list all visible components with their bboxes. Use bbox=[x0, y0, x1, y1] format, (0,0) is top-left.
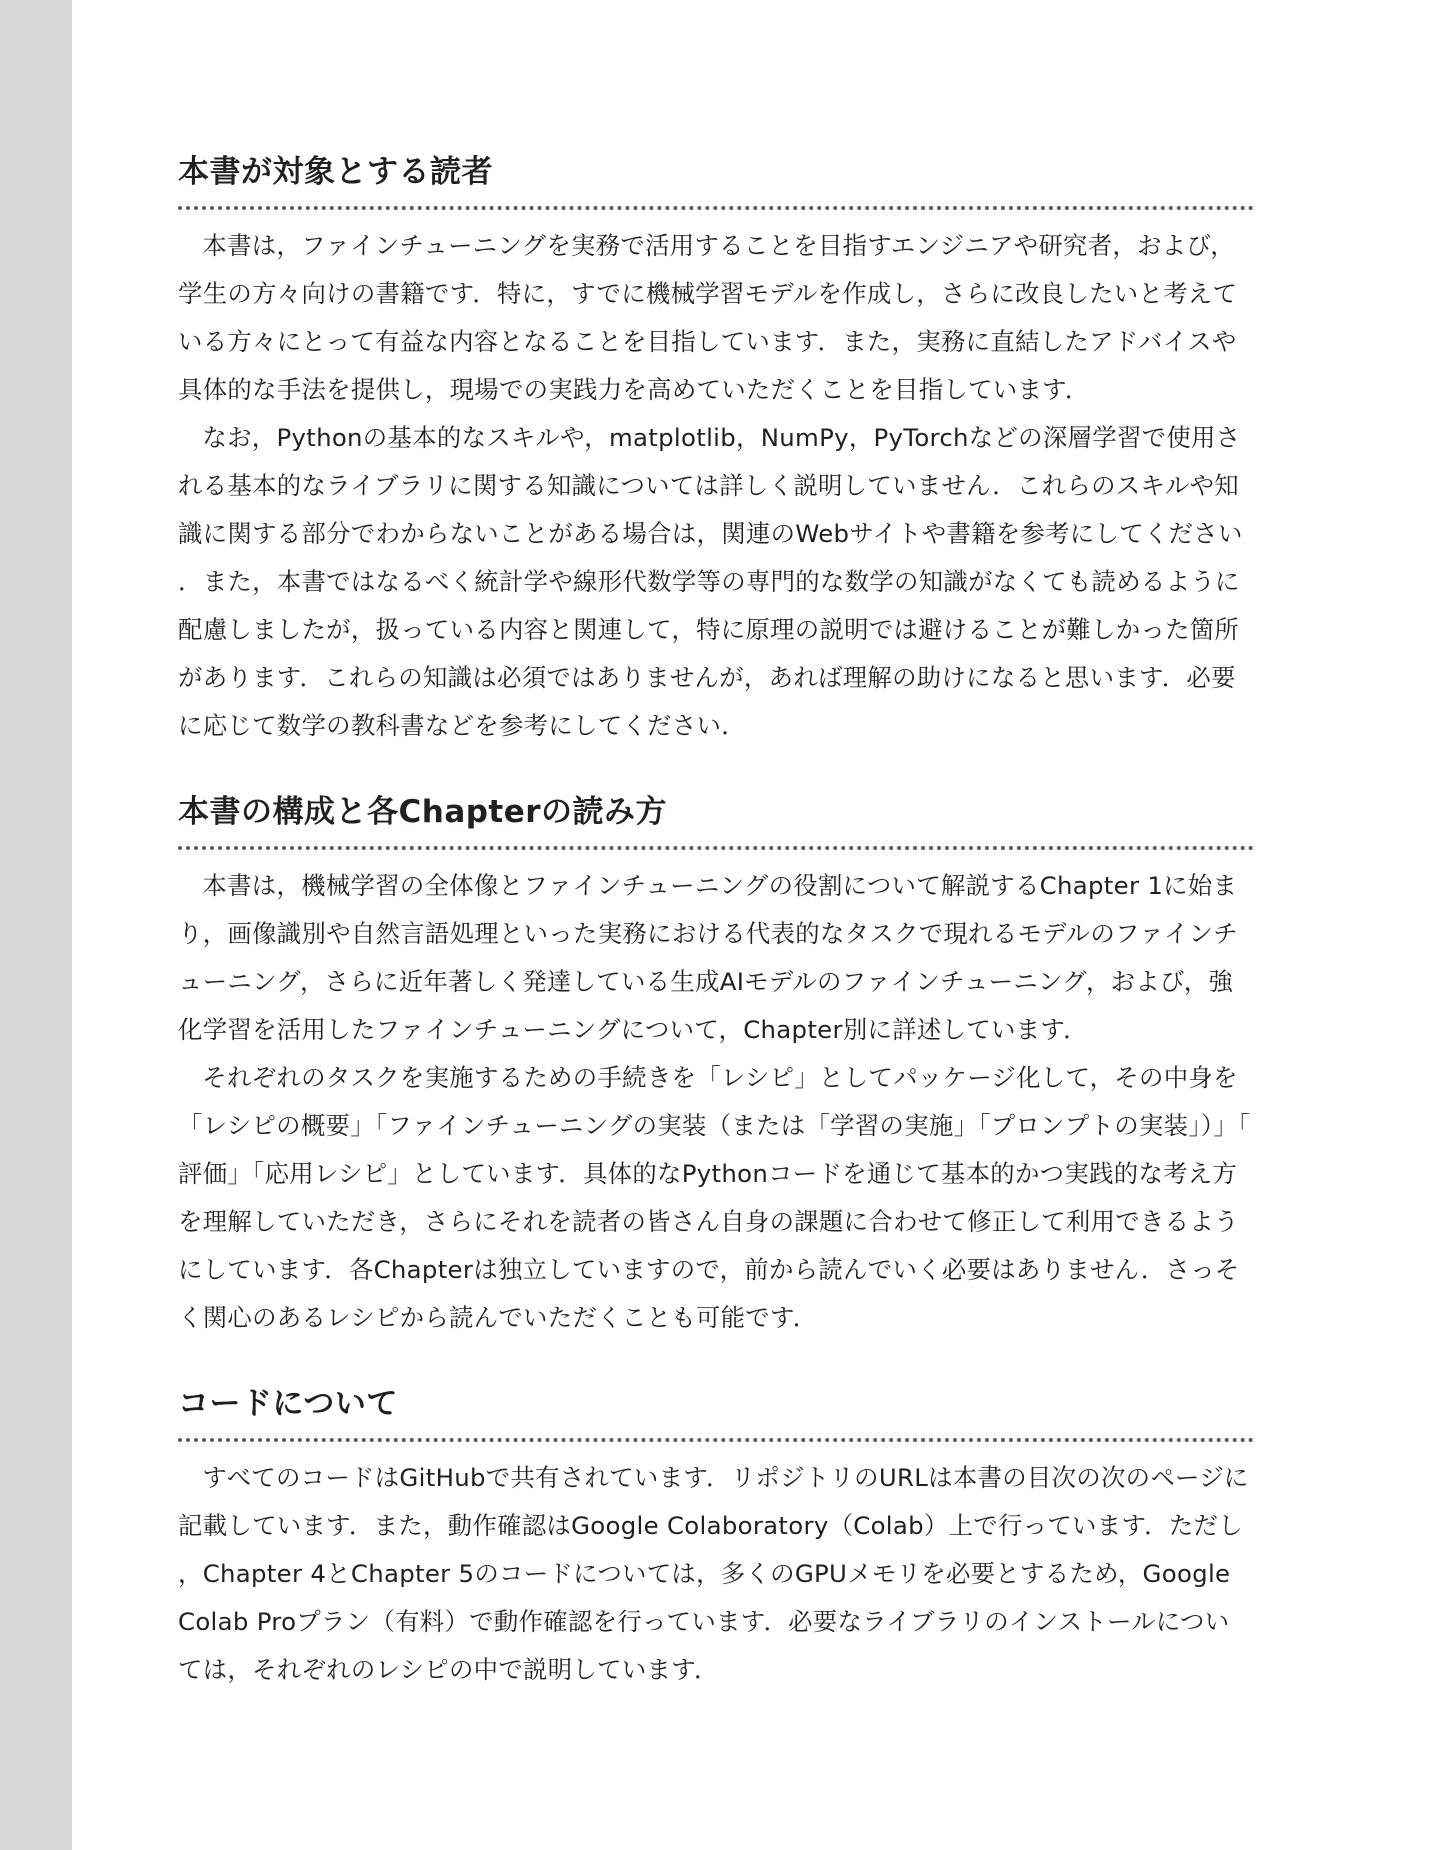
section-body bbox=[178, 862, 1254, 1342]
section-code bbox=[178, 1384, 1254, 1694]
section-heading: 本書が対象とする読者 bbox=[178, 154, 493, 190]
body-paragraph: 本書は，機械学習の全体像とファインチューニングの役割について解説するChapter 1に始まり，画像識別や自然言語処理といった実務における代表的なタスクで現れるモデルのファインチューニング，さらに近年著しく発達している生成AIモデルのファインチューニング，および，強化学習を活用したファインチューニングについて，Chapter別に詳述しています． bbox=[178, 871, 1238, 1044]
section-target-readers bbox=[178, 152, 1254, 750]
section-heading: コードについて bbox=[178, 1386, 398, 1422]
dotted-divider bbox=[178, 846, 1254, 850]
section-body bbox=[178, 222, 1254, 750]
body-paragraph: それぞれのタスクを実施するための手続きを「レシピ」としてパッケージ化して，その中身を「レシピの概要」「ファインチューニングの実装（または「学習の実施」「プロンプトの実装」）」「評価」「応用レシピ」としています．具体的なPythonコードを通じて基本的かつ実践的な考え方を理解していただき，さらにそれを読者の皆さん自身の課題に合わせて修正して利用できるようにしています．各Chapterは独立していますので，前から読んでいく必要はありません．さっそく関心のあるレシピから読んでいただくことも可能です． bbox=[178, 1063, 1251, 1332]
dotted-divider bbox=[178, 1438, 1254, 1442]
body-paragraph: 本書は，ファインチューニングを実務で活用することを目指すエンジニアや研究者，および，学生の方々向けの書籍です．特に，すでに機械学習モデルを作成し，さらに改良したいと考えている方々にとって有益な内容となることを目指しています．また，実務に直結したアドバイスや具体的な手法を提供し，現場での実践力を高めていただくことを目指しています． bbox=[178, 231, 1238, 404]
section-structure bbox=[178, 792, 1254, 1342]
section-heading: 本書の構成と各Chapterの読み方 bbox=[178, 794, 668, 830]
dotted-divider bbox=[178, 206, 1254, 210]
body-paragraph: なお，Pythonの基本的なスキルや，matplotlib，NumPy，PyTorchなどの深層学習で使用される基本的なライブラリに関する知識については詳しく説明していません．これらのスキルや知識に関する部分でわからないことがある場合は，関連のWebサイトや書籍を参考にしてください．また，本書ではなるべく統計学や線形代数学等の専門的な数学の知識がなくても読めるように配慮しましたが，扱っている内容と関連して，特に原理の説明では避けることが難しかった箇所があります．これらの知識は必須ではありませんが，あれば理解の助けになると思います．必要に応じて数学の教科書などを参考にしてください． bbox=[178, 423, 1243, 740]
body-paragraph: すべてのコードはGitHubで共有されています．リポジトリのURLは本書の目次の次のページに記載しています．また，動作確認はGoogle Colaboratory（Colab）上で行っています．ただし，Chapter 4とChapter 5のコードについては，多くのGPUメモリを必要とするため，Google Colab Proプラン（有料）で動作確認を行っています．必要なライブラリのインストールについては，それぞれのレシピの中で説明しています． bbox=[178, 1463, 1249, 1684]
section-body bbox=[178, 1454, 1254, 1694]
page-margin-band bbox=[0, 0, 72, 1850]
